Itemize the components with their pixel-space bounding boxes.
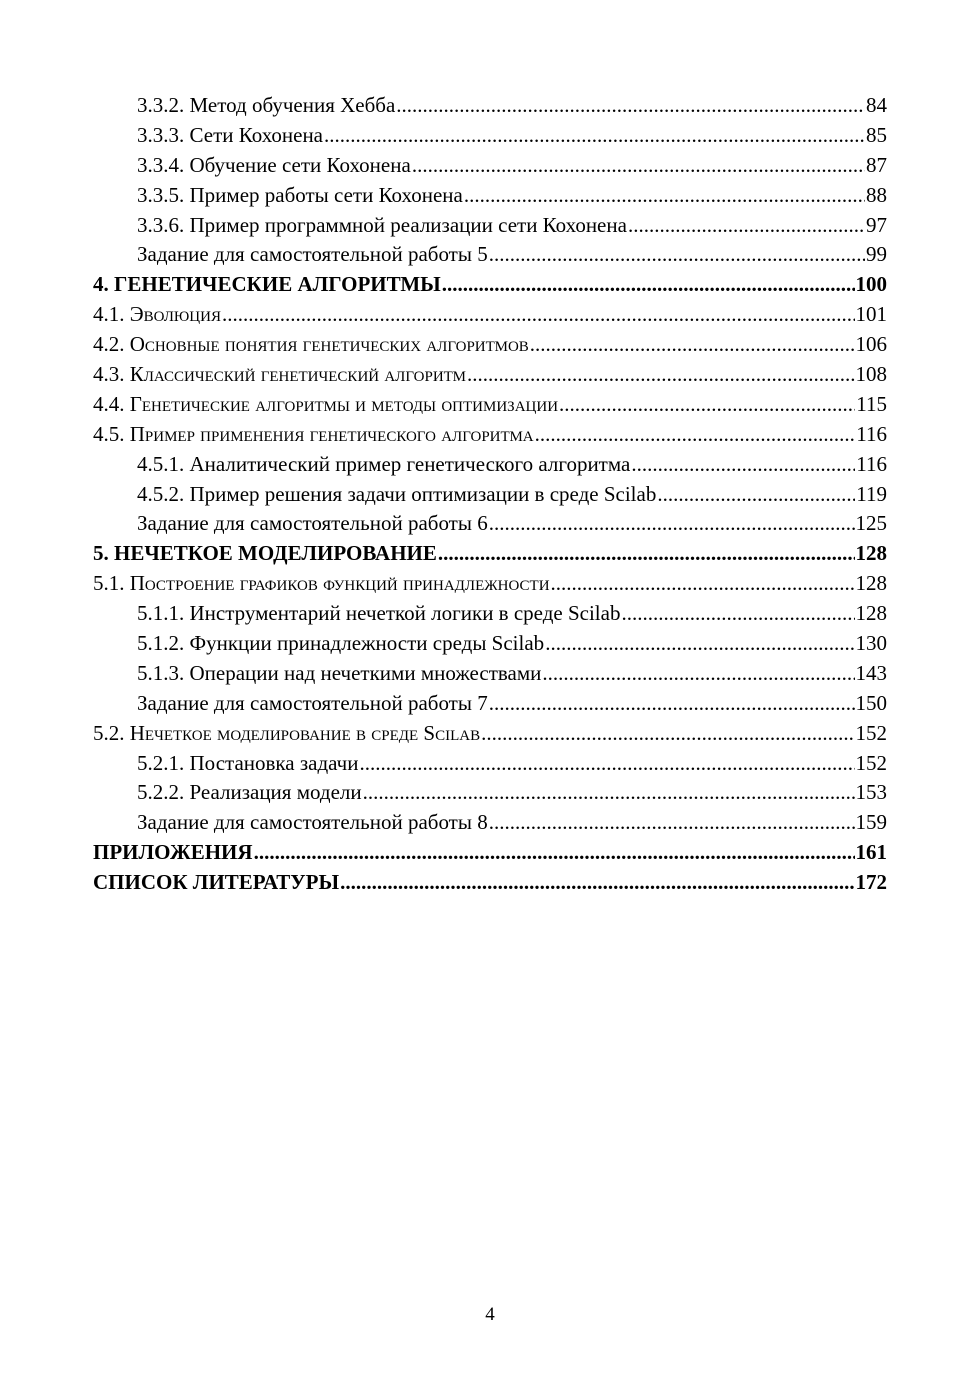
toc-entry [93,868,887,898]
toc-entry-page: 143 [855,660,887,685]
toc-leader-dots [621,599,854,629]
toc-entry [93,838,887,868]
toc-entry-title: 4.2. Основные понятия генетических алгоритмов [93,332,529,357]
toc-entry-page: 85 [866,122,887,147]
toc-leader-dots [324,121,865,151]
toc-entry-title: 4.5.2. Пример решения задачи оптимизации в среде Scilab [137,481,657,506]
toc-entry-page: 150 [855,690,887,715]
toc-leader-dots [535,420,856,450]
toc-entry [93,539,887,569]
toc-entry-title: 5.1.1. Инструментарий нечеткой логики в среде Scilab [137,601,621,626]
toc-entry [93,91,887,121]
toc-entry [93,270,887,300]
toc-entry-title: 3.3.2. Метод обучения Хебба [137,93,396,117]
toc-entry-page: 152 [855,720,887,745]
toc-entry [93,808,887,838]
toc-entry-page: 128 [855,571,887,596]
toc-entry-title: 5. НЕЧЕТКОЕ МОДЕЛИРОВАНИЕ [93,541,437,566]
toc-leader-dots [489,808,855,838]
toc-leader-dots [628,211,865,241]
toc-entry-title: 3.3.5. Пример работы сети Кохонена [137,182,463,207]
toc-entry-page: 116 [856,451,887,476]
toc-entry-title: ПРИЛОЖЕНИЯ [93,840,253,865]
toc-entry [93,121,887,151]
toc-entry-page: 106 [855,332,887,357]
toc-entry-page: 100 [855,272,887,297]
toc-entry-title: 3.3.3. Сети Кохонена [137,122,324,147]
toc-leader-dots [340,868,854,898]
toc-entry-page: 116 [856,421,887,446]
page-number: 4 [485,1304,495,1325]
toc-leader-dots [464,181,865,211]
toc-leader-dots [631,450,855,480]
toc-entry [93,151,887,181]
toc-entry [93,719,887,749]
toc-entry-title: 5.2.1. Постановка задачи [137,750,359,775]
toc-entry [93,300,887,330]
toc-entry-title: 4. ГЕНЕТИЧЕСКИЕ АЛГОРИТМЫ [93,272,441,297]
toc-leader-dots [396,91,865,121]
toc-entry [93,330,887,360]
toc-entry-title: 5.2.2. Реализация модели [137,780,362,805]
toc-entry-title: Задание для самостоятельной работы 5 [137,242,488,267]
toc-entry-page: 153 [855,780,887,805]
toc-entry-page: 152 [855,750,887,775]
toc-entry-title: 4.1. Эволюция [93,302,221,327]
toc-entry-title: Задание для самостоятельной работы 8 [137,810,488,835]
toc-leader-dots [438,539,855,569]
toc-leader-dots [442,270,855,300]
toc-entry [93,629,887,659]
toc-entry-page: 172 [855,870,887,895]
toc-entry-title: 4.4. Генетические алгоритмы и методы оптимизации [93,391,559,416]
toc-entry [93,569,887,599]
toc-entry-title: Задание для самостоятельной работы 6 [137,511,488,536]
toc-entry-page: 108 [855,362,887,387]
toc-entry [93,360,887,390]
toc-leader-dots [222,300,855,330]
toc-entry-title: 5.2. Нечеткое моделирование в среде Scilab [93,720,481,745]
toc-entry-page: 159 [855,810,887,835]
toc-entry [93,689,887,719]
toc-leader-dots [467,360,855,390]
toc-entry-title: 3.3.4. Обучение сети Кохонена [137,152,411,177]
toc-entry-title: 5.1.2. Функции принадлежности среды Scilab [137,631,545,656]
toc-entry [93,211,887,241]
toc-entry [93,450,887,480]
toc-entry [93,599,887,629]
toc-entry-title: Задание для самостоятельной работы 7 [137,690,488,715]
toc-entry-title: 5.1.3. Операции над нечеткими множествами [137,660,542,685]
toc-leader-dots [551,569,855,599]
toc-leader-dots [559,390,855,420]
toc-entry-page: 87 [866,152,887,177]
toc-entry-title: 3.3.6. Пример программной реализации сети Кохонена [137,212,627,237]
toc-leader-dots [489,240,865,270]
toc-entry-page: 130 [855,631,887,656]
toc-entry-title: 4.5. Пример применения генетического алгоритма [93,421,534,446]
toc-entry-page: 128 [855,601,887,626]
toc-entry [93,480,887,510]
toc-leader-dots [530,330,855,360]
toc-entry [93,509,887,539]
toc-leader-dots [489,689,855,719]
toc-leader-dots [542,659,854,689]
toc-leader-dots [412,151,865,181]
toc-entry-title: СПИСОК ЛИТЕРАТУРЫ [93,870,340,895]
toc-entry-page: 161 [855,840,887,865]
toc-entry [93,420,887,450]
toc-entry-page: 99 [866,242,887,267]
toc-leader-dots [489,509,855,539]
toc-entry-title: 4.5.1. Аналитический пример генетического алгоритма [137,451,631,476]
toc-entry [93,240,887,270]
toc-entry-page: 119 [856,481,887,506]
toc-leader-dots [254,838,855,868]
toc-leader-dots [657,480,855,510]
toc-leader-dots [359,749,854,779]
toc-entry-title: 5.1. Построение графиков функций принадлежности [93,571,550,596]
toc-entry-page: 101 [855,302,887,327]
toc-entry [93,749,887,779]
toc-leader-dots [481,719,854,749]
table-of-contents [93,91,887,898]
toc-entry-page: 84 [866,93,887,117]
toc-leader-dots [363,778,855,808]
toc-entry-title: 4.3. Классический генетический алгоритм [93,362,466,387]
toc-entry-page: 97 [866,212,887,237]
toc-entry [93,659,887,689]
toc-entry [93,181,887,211]
toc-entry-page: 115 [856,391,887,416]
toc-entry [93,390,887,420]
toc-leader-dots [545,629,854,659]
toc-entry [93,778,887,808]
toc-entry-page: 128 [855,541,887,566]
toc-entry-page: 88 [866,182,887,207]
toc-entry-page: 125 [855,511,887,536]
